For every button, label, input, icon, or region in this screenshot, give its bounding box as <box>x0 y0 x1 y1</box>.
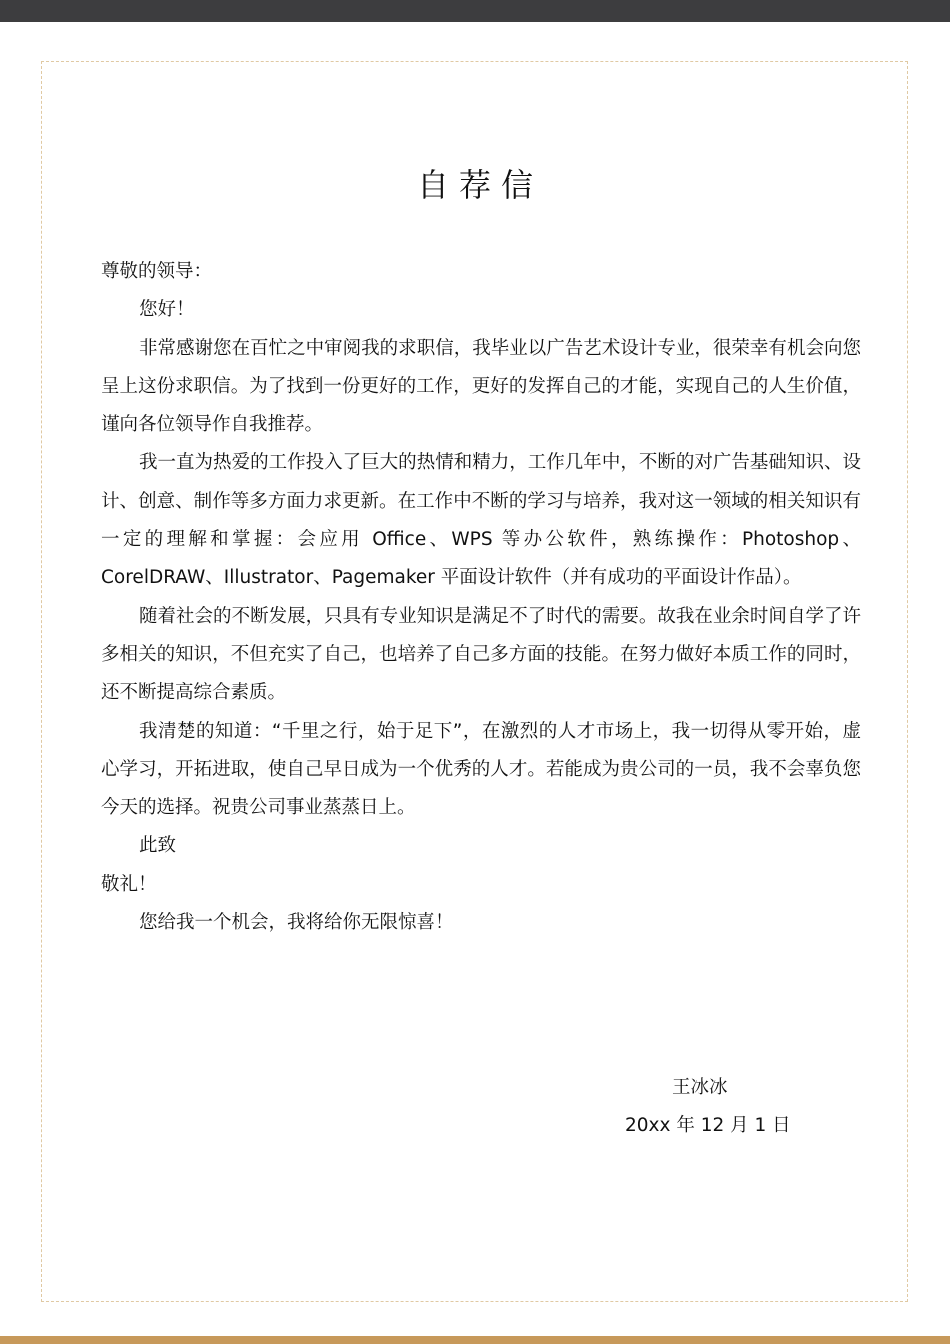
bottom-accent-bar <box>0 1336 950 1344</box>
closing: 此致 <box>139 835 177 857</box>
paragraph-intro: 非常感谢您在百忙之中审阅我的求职信，我毕业以广告艺术设计专业，很荣幸有机会向您呈上这份求职信。为了找到一份更好的工作，更好的发挥自己的才能，实现自己的人生价值，谨向各位领导作自我推荐。 <box>101 337 861 436</box>
greeting: 您好！ <box>139 299 195 321</box>
letter-body <box>101 253 861 942</box>
top-bar <box>0 0 950 22</box>
paragraph-self-study: 随着社会的不断发展，只具有专业知识是满足不了时代的需要。故我在业余时间自学了许多相关的知识，不但充实了自己，也培养了自己多方面的技能。在努力做好本质工作的同时，还不断提高综合素质。 <box>101 605 861 704</box>
signature-name: 王冰冰 <box>672 1077 728 1098</box>
paragraph-commitment: 我清楚的知道：“千里之行，始于足下”，在激烈的人才市场上，我一切得从零开始，虚心学习，开拓进取，使自己早日成为一个优秀的人才。若能成为贵公司的一员，我不会辜负您今天的选择。祝贵公司事业蒸蒸日上。 <box>101 720 861 819</box>
regards: 敬礼！ <box>101 873 157 895</box>
signature-date: 20xx 年 12 月 1 日 <box>625 1115 791 1137</box>
salutation: 尊敬的领导： <box>101 261 213 282</box>
page-title: 自荐信 <box>416 166 543 205</box>
paragraph-skills: 我一直为热爱的工作投入了巨大的热情和精力，工作几年中，不断的对广告基础知识、设计、创意、制作等多方面力求更新。在工作中不断的学习与培养，我对这一领域的相关知识有一定的理解和掌握：会应用 Office、WPS 等办公软件，熟练操作：Photoshop、CorelDRAW、Illustrator、Pagemaker 平面设计软件（并有成功的平面设计作品）。 <box>101 452 861 589</box>
postscript: 您给我一个机会，我将给你无限惊喜！ <box>139 912 454 934</box>
signature-block <box>560 1069 830 1146</box>
